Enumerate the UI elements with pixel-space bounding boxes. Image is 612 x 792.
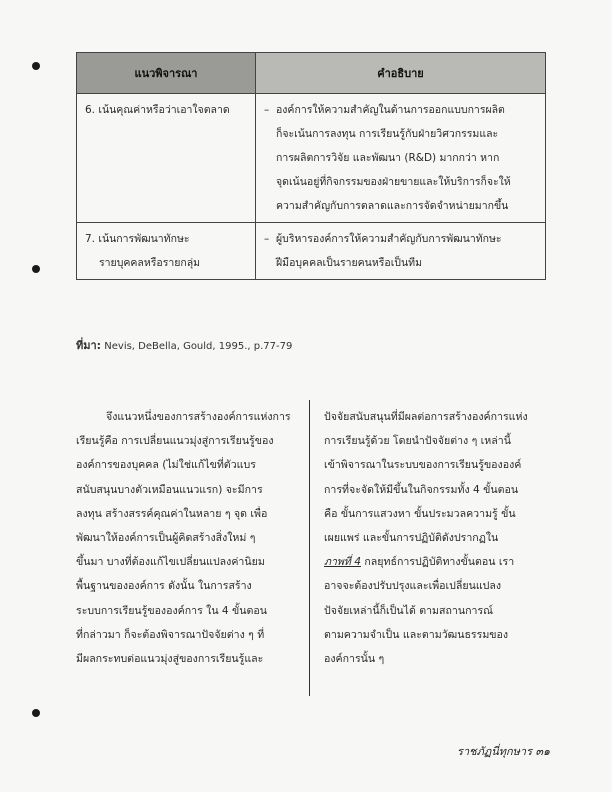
text-line: มีผลกระทบต่อแนวมุ่งสู่ของการเรียนรู้และ (76, 653, 264, 666)
text-line: องค์การนั้น ๆ (324, 653, 385, 666)
left-column-text (76, 405, 308, 671)
text-line: ภาพที่ 4 กลยุทธ์การปฏิบัติทางขั้นตอน เรา (324, 556, 515, 569)
text-line: ตามความจำเป็น และตามวัฒนธรรมของ (324, 628, 509, 641)
table-cell-topic: 7. เน้นการพัฒนาทักษะ รายบุคคลหรือรายกลุ่ม (77, 223, 256, 280)
text-line: เข้าพิจารณาในระบบของการเรียนรู้ขององค์ (324, 459, 522, 472)
text-line: ปัจจัยสนับสนุนที่มีผลต่อการสร้างองค์การแห่ง (324, 411, 528, 423)
table-cell-topic: 6. เน้นคุณค่าหรือว่าเอาใจตลาด (77, 94, 256, 223)
text-line: การเรียนรู้ด้วย โดยนำปัจจัยต่าง ๆ เหล่านี้ (324, 435, 511, 448)
text-line: เผยแพร่ และขั้นการปฏิบัติดังปรากฏใน (324, 532, 499, 545)
table-row (77, 94, 546, 223)
table-cell-description: – องค์การให้ความสำคัญในด้านการออกแบบการผลิต ก็จะเน้นการลงทุน การเรียนรู้กับฝ่ายวิศวกรรมและ การผลิตการวิจัย และพัฒนา (R&D) มากกว่า หาก จุดเน้นอยู่ที่กิจกรรมของฝ่ายขายและให้บริการก็จะให้ ความสำคัญกับการตลาดและการจัดจำหน่ายมากขึ้น (256, 94, 546, 223)
comparison-table (76, 52, 546, 280)
figure-reference: ภาพที่ 4 (324, 556, 362, 569)
page-footer: ราชภัฏนี่ทุกษาร ๓๑ (457, 745, 550, 758)
text-line: เรียนรู้คือ การเปลี่ยนแนวมุ่งสู่การเรียนรู้ของ (76, 435, 274, 448)
text-line: จึงแนวหนึ่งของการสร้างองค์การแห่งการ (106, 411, 291, 423)
table-cell-description: – ผู้บริหารองค์การให้ความสำคัญกับการพัฒนาทักษะ ฝีมือบุคคลเป็นรายคนหรือเป็นทีม (256, 223, 546, 280)
table-row (77, 223, 546, 280)
text-line: ที่กล่าวมา ก็จะต้องพิจารณาปัจจัยต่าง ๆ ที่ (76, 628, 265, 641)
text-line: องค์การของบุคคล (ไม่ใช่แก้ไขที่ตัวแบร (76, 459, 256, 472)
text-line: สนับสนุนบางตัวเหมือนแนวแรก) จะมีการ (76, 483, 263, 496)
table-header-explanation: คำอธิบาย (256, 53, 546, 94)
text-line: อาจจะต้องปรับปรุงและเพื่อเปลี่ยนแปลง (324, 580, 502, 593)
binder-hole (32, 709, 40, 717)
binder-hole (32, 62, 40, 70)
text-line: ขึ้นมา บางที่ต้องแก้ไขเปลี่ยนแปลงค่านิยม (76, 556, 265, 569)
source-citation: ที่มา: Nevis, DeBella, Gould, 1995., p.77-79 (76, 339, 293, 352)
text-line: พื้นฐานขององค์การ ดังนั้น ในการสร้าง (76, 580, 252, 593)
text-line: ลงทุน สร้างสรรค์คุณค่าในหลาย ๆ จุด เพื่อ (76, 507, 268, 520)
binder-hole (32, 265, 40, 273)
column-divider (309, 400, 310, 696)
text-line: การที่จะจัดให้มีขึ้นในกิจกรรมทั้ง 4 ขั้นตอน (324, 483, 519, 496)
text-line: ปัจจัยเหล่านี้ก็เป็นได้ ตามสถานการณ์ (324, 604, 493, 617)
text-line: คือ ขั้นการแสวงหา ขั้นประมวลความรู้ ขั้น (324, 507, 516, 520)
right-column-text (324, 405, 558, 671)
text-line: พัฒนาให้องค์การเป็นผู้คิดสร้างสิ่งใหม่ ๆ (76, 532, 256, 545)
text-line: ระบบการเรียนรู้ขององค์การ ใน 4 ขั้นตอน (76, 604, 268, 617)
table-header-consideration: แนวพิจารณา (77, 53, 256, 94)
